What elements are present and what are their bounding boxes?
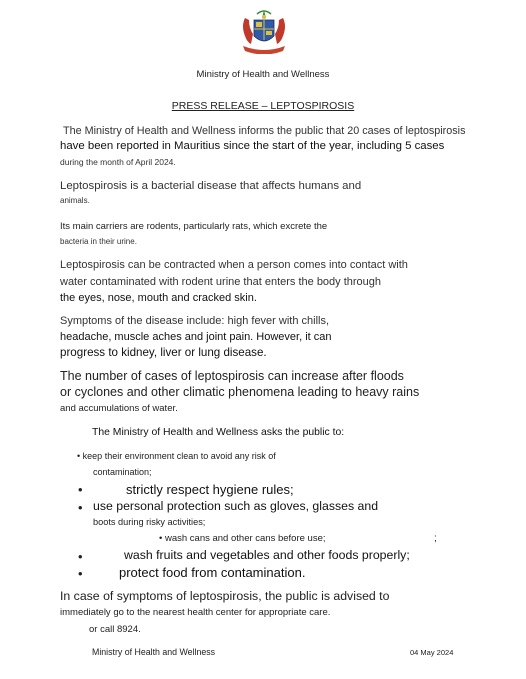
measure-3: use personal protection such as gloves, glasses and (93, 499, 379, 513)
p4-line-1: Leptospirosis can be contracted when a person comes into contact with (60, 259, 408, 271)
p6-line-3: and accumulations of water. (60, 403, 178, 414)
p5-line-1: Symptoms of the disease include: high fever with chills, (60, 315, 330, 327)
p1-line-3: during the month of April 2024. (60, 157, 176, 167)
p5-line-3: progress to kidney, liver or lung disease. (60, 346, 267, 359)
measure-4 (159, 533, 326, 544)
footer-date: 04 May 2024 (410, 648, 454, 657)
closing-line-2: immediately go to the nearest health center for appropriate care. (60, 607, 331, 618)
public-ask-statement: The Ministry of Health and Wellness asks the public to: (92, 427, 345, 438)
bullet: • (159, 533, 163, 544)
p6-line-1: The number of cases of leptospirosis can increase after floods (60, 369, 404, 383)
p4-line-2: water contaminated with rodent urine that enters the body through (60, 276, 382, 288)
measure-4-text: wash cans and other cans before use; (164, 533, 326, 544)
p3-line-1: Its main carriers are rodents, particularly rats, which excrete the (60, 221, 328, 232)
p2-line-1: Leptospirosis is a bacterial disease that affects humans and (60, 180, 362, 192)
p3-line-2: bacteria in their urine. (60, 237, 137, 246)
bullet: • (77, 451, 81, 461)
measure-3-cont: boots during risky activities; (93, 517, 206, 527)
bullet: • (78, 482, 83, 497)
ministry-heading: Ministry of Health and Wellness (196, 69, 330, 80)
p6-line-2: or cyclones and other climatic phenomena leading to heavy rains (60, 385, 420, 399)
closing-line-3: or call 8924. (89, 624, 141, 635)
p1-line-2: have been reported in Mauritius since the start of the year, including 5 cases (60, 140, 445, 152)
footer-signature: Ministry of Health and Wellness (92, 647, 216, 657)
p5-line-2: headache, muscle aches and joint pain. However, it can (60, 331, 332, 343)
measure-1 (77, 451, 276, 461)
p4-line-3: the eyes, nose, mouth and cracked skin. (60, 292, 257, 304)
bullet: • (78, 549, 83, 564)
closing-line-1: In case of symptoms of leptospirosis, the public is advised to (60, 589, 390, 603)
bullet: • (78, 566, 83, 581)
bullet: • (78, 500, 83, 515)
p1-line-1: The Ministry of Health and Wellness informs the public that 20 cases of leptospirosis (63, 125, 466, 137)
measure-1-cont: contamination; (93, 467, 152, 477)
coat-of-arms (237, 8, 291, 54)
measure-2: strictly respect hygiene rules; (126, 482, 294, 497)
p2-line-2: animals. (60, 196, 90, 205)
press-release-title: PRESS RELEASE – LEPTOSPIROSIS (171, 100, 355, 112)
measure-4-end: ; (434, 533, 437, 544)
measure-1-text: keep their environment clean to avoid any risk of (82, 451, 276, 461)
measure-5: wash fruits and vegetables and other foods properly; (124, 548, 410, 562)
measure-6: protect food from contamination. (119, 565, 306, 580)
